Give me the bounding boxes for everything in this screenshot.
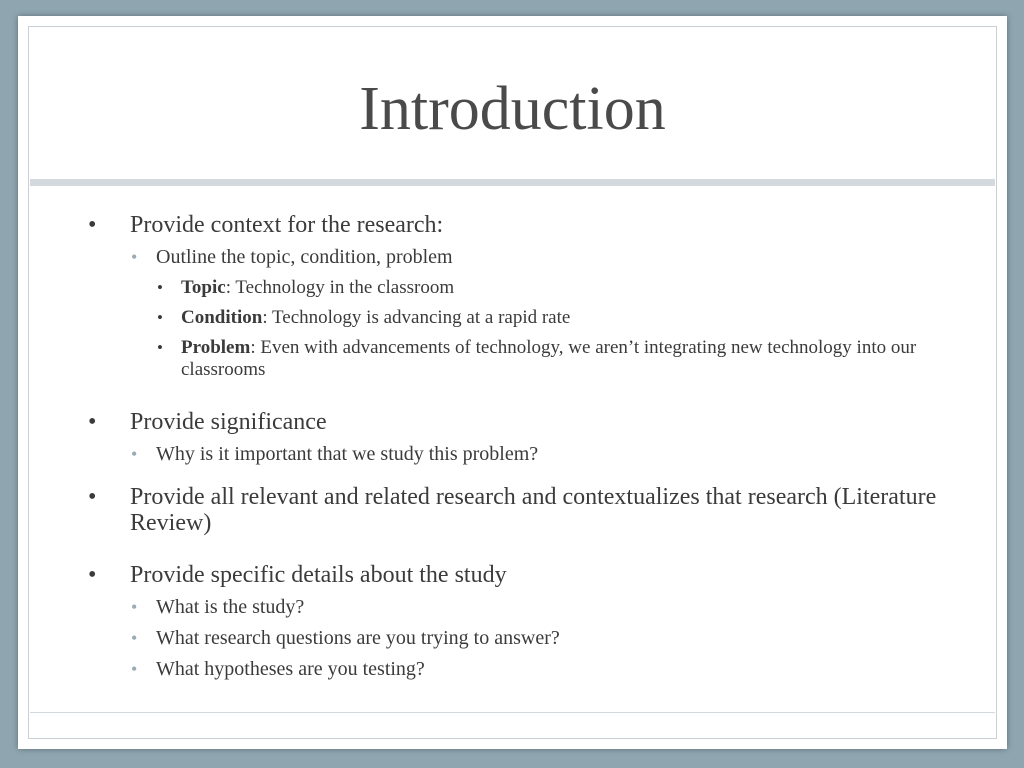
term-label: Condition [181, 307, 263, 328]
sub-bullet-why [88, 442, 968, 466]
sub-sub-bullet-problem [88, 337, 968, 381]
sub-bullet-text: What is the study? [156, 596, 305, 618]
slide-content [88, 212, 968, 681]
bullet-literature-review [88, 484, 968, 536]
bullet-text: Provide context for the research: [130, 212, 444, 238]
sub-bullet-what-study [88, 595, 968, 619]
bullet-dot-icon: • [157, 278, 163, 297]
bullet-context [88, 212, 968, 238]
sub-bullet-text: What hypotheses are you testing? [156, 658, 425, 680]
sub-bullet-text: Outline the topic, condition, problem [156, 246, 453, 268]
slide [18, 16, 1007, 749]
sub-sub-bullet-topic [88, 277, 968, 299]
term-text: : Technology in the classroom [225, 277, 455, 298]
sub-bullet-text: What research questions are you trying to answer? [156, 627, 560, 649]
bullet-dot-icon: • [88, 484, 97, 510]
term-text: : Even with advancements of technology, we aren’t integrating new technology into our classrooms [181, 337, 917, 380]
bullet-dot-icon: • [157, 308, 163, 327]
bullet-dot-icon: • [131, 597, 138, 617]
bullet-dot-icon: • [157, 338, 163, 357]
bullet-text: Provide specific details about the study [130, 562, 507, 588]
title-divider [30, 179, 995, 186]
bullet-dot-icon: • [88, 212, 97, 238]
sub-bullet-text: Why is it important that we study this problem? [156, 443, 539, 465]
bullet-dot-icon: • [88, 409, 97, 435]
bullet-dot-icon: • [88, 562, 97, 588]
bullet-dot-icon: • [131, 628, 138, 648]
bullet-study-details [88, 562, 968, 588]
bullet-dot-icon: • [131, 659, 138, 679]
bullet-text: Provide all relevant and related research and contextualizes that research (Literature Review) [130, 484, 937, 536]
slide-title: Introduction [359, 75, 666, 143]
term-label: Problem [181, 337, 251, 358]
bullet-dot-icon: • [131, 247, 138, 267]
sub-bullet-outline [88, 245, 968, 269]
bullet-text: Provide significance [130, 409, 327, 435]
bullet-dot-icon: • [131, 444, 138, 464]
term-label: Topic [181, 277, 226, 298]
bullet-significance [88, 409, 968, 435]
sub-bullet-hypotheses [88, 657, 968, 681]
term-text: : Technology is advancing at a rapid rate [262, 307, 571, 328]
footer-divider [30, 712, 995, 737]
sub-sub-bullet-condition [88, 307, 968, 329]
sub-bullet-research-questions [88, 626, 968, 650]
